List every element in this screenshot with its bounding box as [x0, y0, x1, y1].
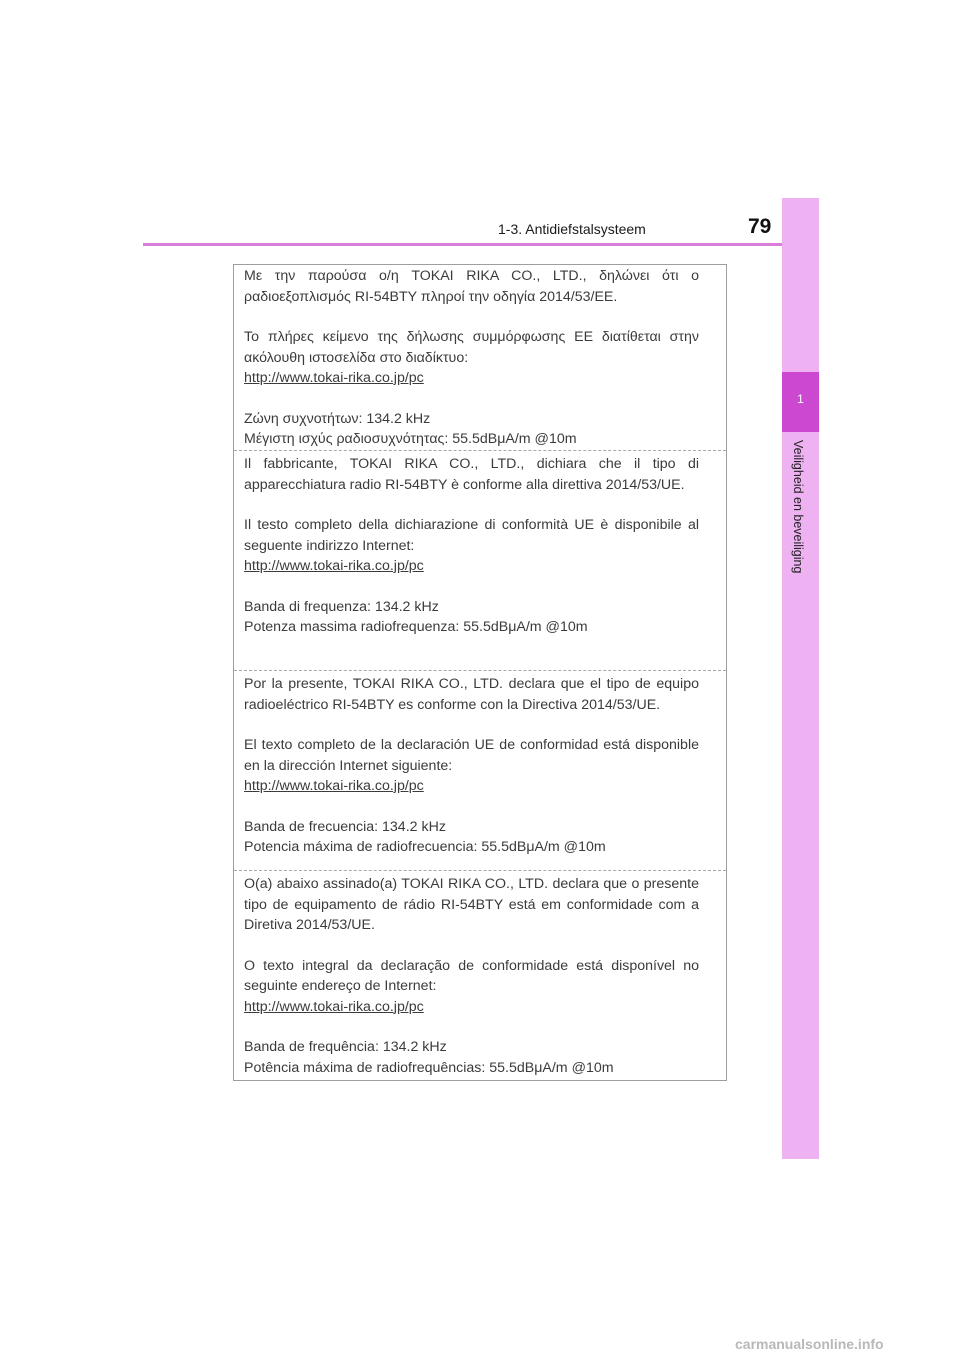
full-text-notice: O texto integral da declaração de conformidade está disponível no seguinte endereço de Internet:	[244, 957, 699, 994]
declaration-text: Με την παρούσα ο/η TOKAI RIKA CO., LTD., δηλώνει ότι ο ραδιοεξοπλισμός RI-54BTY πληροί την οδηγία 2014/53/ΕΕ.	[244, 268, 699, 305]
frequency-text: Banda de frequência: 134.2 kHz	[244, 1039, 447, 1055]
chapter-label: Veiligheid en beveiliging	[791, 440, 805, 574]
max-power-text: Μέγιστη ισχύς ραδιοσυχνότητας: 55.5dBμA/m @10m	[244, 431, 577, 447]
declaration-text: Por la presente, TOKAI RIKA CO., LTD. declara que el tipo de equipo radioeléctrico RI-54BTY es conforme con la Directiva 2014/53/UE.	[244, 676, 699, 713]
declaration-link[interactable]: http://www.tokai-rika.co.jp/pc	[244, 558, 424, 574]
declaration-link[interactable]: http://www.tokai-rika.co.jp/pc	[244, 998, 424, 1015]
section-divider	[234, 870, 726, 871]
section-title: 1-3. Antidiefstalsysteem	[498, 221, 646, 237]
frequency-text: Banda de frecuencia: 134.2 kHz	[244, 818, 446, 835]
max-power-text: Potência máxima de radiofrequências: 55.5dBμA/m @10m	[244, 1059, 614, 1076]
section-italian	[244, 454, 699, 638]
full-text-notice: Il testo completo della dichiarazione di conformità UE è disponibile al seguente indirizzo Internet:	[244, 517, 699, 554]
section-greek	[244, 266, 699, 450]
watermark: carmanualsonline.info	[735, 1336, 884, 1352]
declaration-text: O(a) abaixo assinado(a) TOKAI RIKA CO., LTD. declara que o presente tipo de equipamento de rádio RI-54BTY está em conformidade com a Diretiva 2014/53/UE.	[244, 876, 699, 933]
section-divider	[234, 670, 726, 671]
declaration-text: Il fabbricante, TOKAI RIKA CO., LTD., dichiara che il tipo di apparecchiatura radio RI-54BTY è conforme alla direttiva 2014/53/UE.	[244, 456, 699, 493]
declaration-box	[233, 264, 727, 1081]
page-number: 79	[748, 215, 772, 238]
declaration-link[interactable]: http://www.tokai-rika.co.jp/pc	[244, 778, 424, 794]
full-text-notice: El texto completo de la declaración UE de conformidad está disponible en la dirección Internet siguiente:	[244, 737, 699, 774]
side-tab	[782, 198, 819, 1159]
frequency-text: Banda di frequenza: 134.2 kHz	[244, 598, 439, 615]
section-spanish	[244, 674, 699, 858]
header-rule	[143, 243, 819, 246]
max-power-text: Potencia máxima de radiofrecuencia: 55.5dBμA/m @10m	[244, 839, 606, 855]
declaration-link[interactable]: http://www.tokai-rika.co.jp/pc	[244, 370, 424, 386]
frequency-text: Ζώνη συχνοτήτων: 134.2 kHz	[244, 410, 431, 427]
chapter-box	[782, 372, 819, 432]
section-divider	[234, 450, 726, 451]
chapter-number: 1	[797, 392, 804, 406]
section-portuguese	[244, 874, 699, 1078]
max-power-text: Potenza massima radiofrequenza: 55.5dBμA/m @10m	[244, 619, 588, 635]
full-text-notice: Το πλήρες κείμενο της δήλωσης συμμόρφωσης ΕΕ διατίθεται στην ακόλουθη ιστοσελίδα στο διαδίκτυο:	[244, 329, 699, 366]
